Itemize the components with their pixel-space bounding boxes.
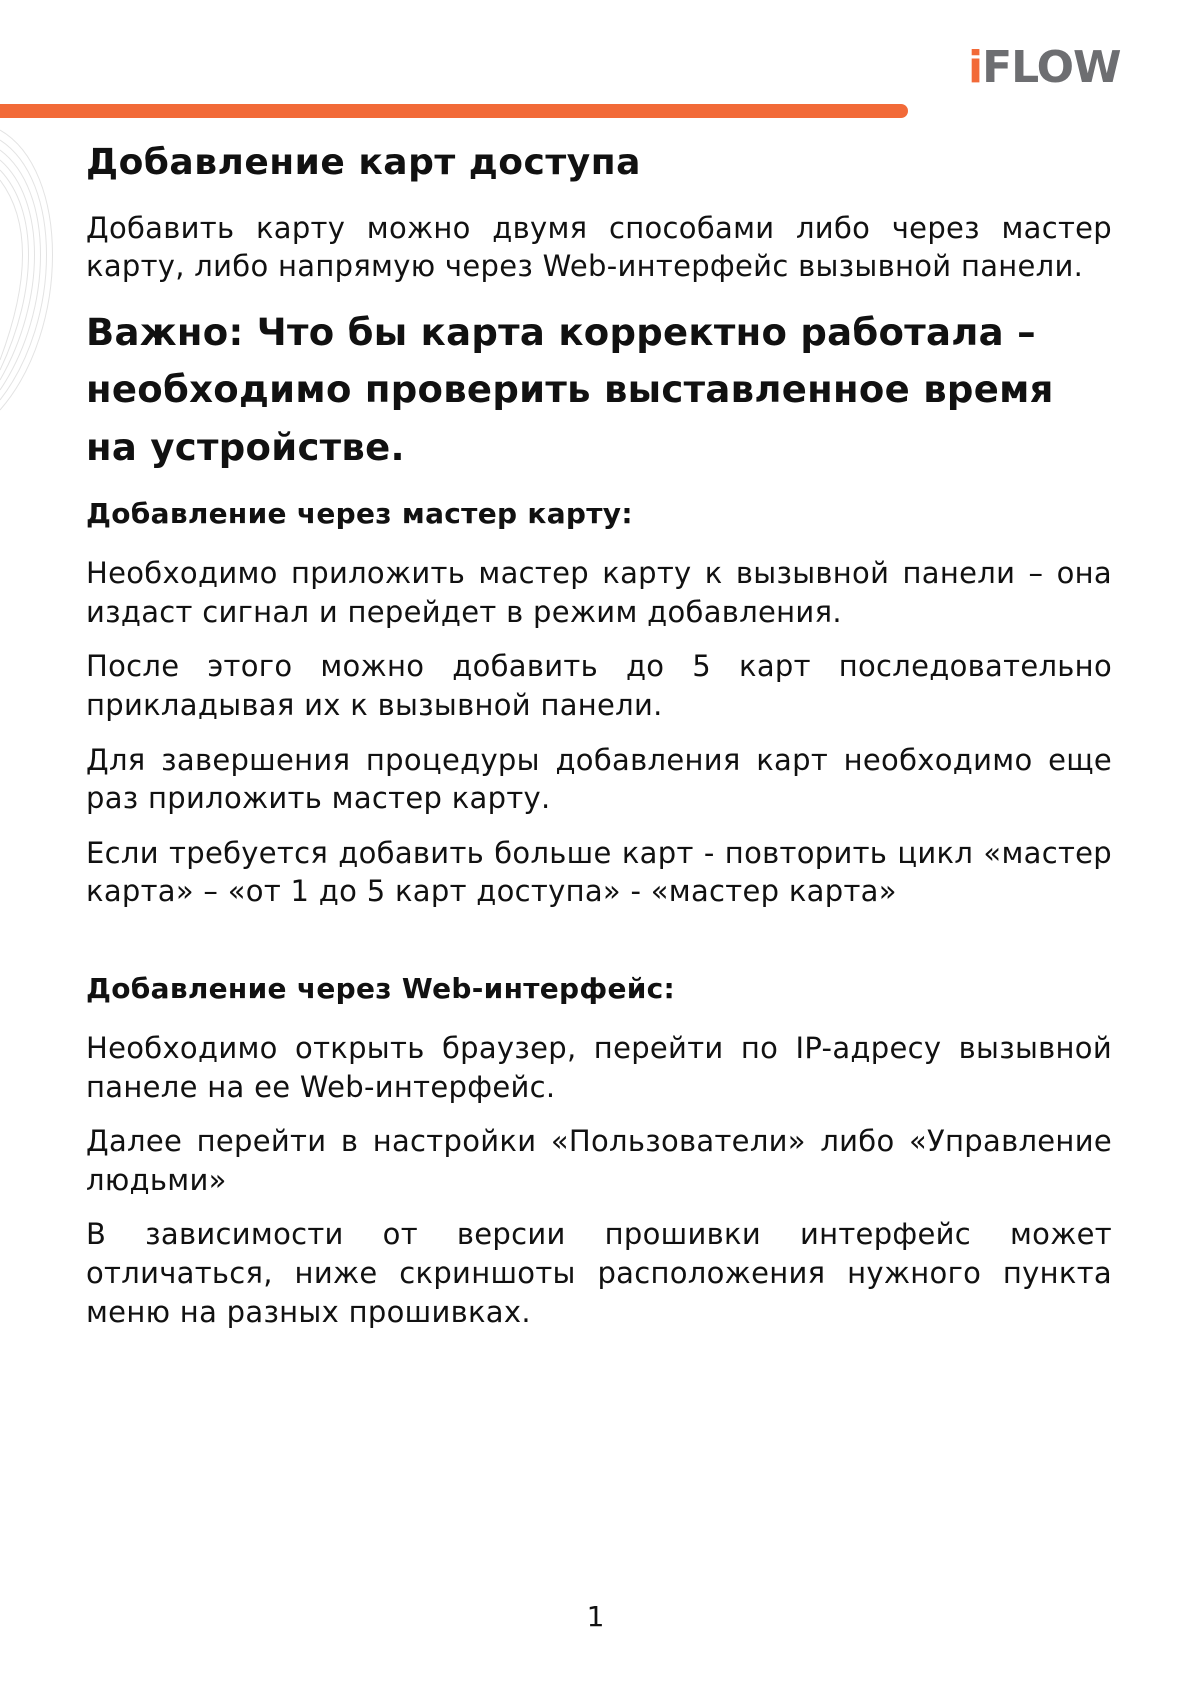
master-card-heading: Добавление через мастер карту:: [86, 496, 633, 530]
web-interface-heading: Добавление через Web-интерфейс:: [86, 971, 676, 1005]
important-notice: Важно: Что бы карта корректно работала – необходимо проверить выставленное время на устройстве.: [86, 310, 1054, 469]
master-card-paragraph: Если требуется добавить больше карт - повторить цикл «мастер карта» – «от 1 до 5 карт доступа» - «мастер карта»: [86, 835, 1112, 909]
intro-paragraph: Добавить карту можно двумя способами либо через мастер карту, либо напрямую через Web-интерфейс вызывной панели.: [86, 210, 1112, 284]
master-card-paragraph: Для завершения процедуры добавления карт необходимо еще раз приложить мастер карту.: [86, 742, 1112, 816]
master-card-paragraph: Необходимо приложить мастер карту к вызывной панели – она издаст сигнал и перейдет в режим добавления.: [86, 556, 1112, 629]
iflow-logo: [968, 40, 1121, 96]
logo-accent-letter: i: [968, 42, 983, 93]
web-interface-paragraph: Необходимо открыть браузер, перейти по IP-адресу вызывной панеле на ее Web-интерфейс.: [86, 1031, 1112, 1104]
page-title: Добавление карт доступа: [86, 142, 641, 183]
header-accent-bar: [0, 104, 908, 118]
web-interface-paragraph: Далее перейти в настройки «Пользователи» либо «Управление людьми»: [86, 1124, 1112, 1197]
logo-brand-text: FLOW: [982, 42, 1121, 93]
master-card-paragraph: После этого можно добавить до 5 карт последовательно прикладывая их к вызывной панели.: [86, 649, 1112, 723]
web-interface-paragraph: В зависимости от версии прошивки интерфейс может отличаться, ниже скриншоты расположения нужного пункта меню на разных прошивках.: [86, 1217, 1112, 1329]
page-number: 1: [586, 1600, 605, 1633]
document-body: [86, 140, 1112, 1347]
decorative-swirl: [0, 110, 80, 430]
